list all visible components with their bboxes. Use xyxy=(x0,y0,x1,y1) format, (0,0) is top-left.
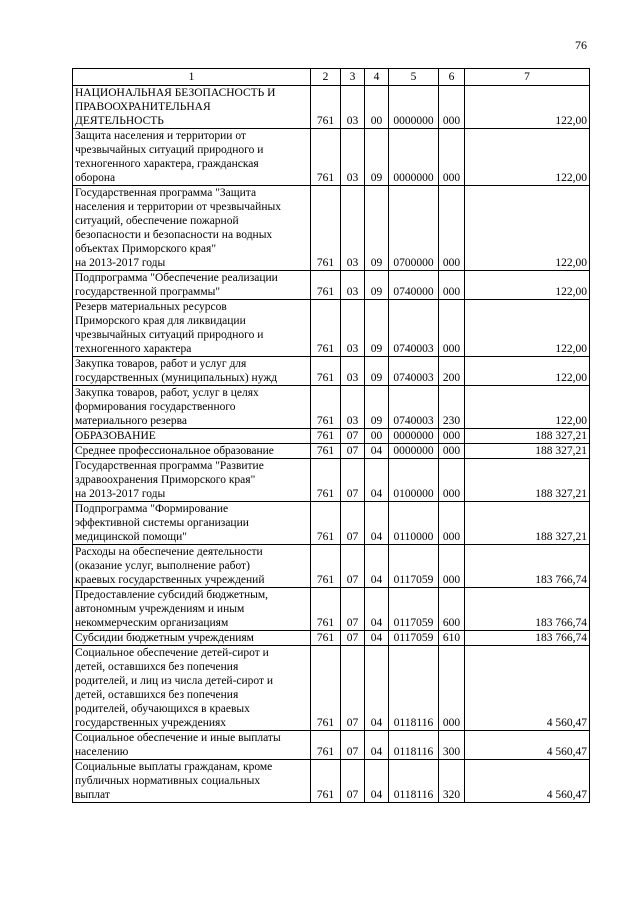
cell-amount: 122,00 xyxy=(465,357,590,386)
cell-code-2: 761 xyxy=(311,502,341,545)
cell-code-4: 04 xyxy=(365,588,389,631)
cell-code-6: 000 xyxy=(439,545,465,588)
cell-code-6: 230 xyxy=(439,386,465,429)
cell-code-5: 0117059 xyxy=(389,588,439,631)
column-header: 3 xyxy=(341,69,365,86)
cell-amount: 183 766,74 xyxy=(465,545,590,588)
cell-code-2: 761 xyxy=(311,86,341,129)
cell-code-3: 03 xyxy=(341,271,365,300)
cell-code-4: 04 xyxy=(365,731,389,760)
table-row xyxy=(73,186,590,271)
table-row xyxy=(73,588,590,631)
cell-code-5: 0700000 xyxy=(389,186,439,271)
cell-code-6: 000 xyxy=(439,646,465,731)
cell-code-4: 09 xyxy=(365,129,389,186)
row-name: Государственная программа "Защита населения и территории от чрезвычайных ситуаций, обеспечение пожарной безопасности и безопасности на водных объектах Приморского края" на 2013-2017 годы xyxy=(73,186,311,271)
cell-code-4: 04 xyxy=(365,502,389,545)
row-name: Закупка товаров, работ, услуг в целях формирования государственного материального резерва xyxy=(73,386,311,429)
cell-code-3: 07 xyxy=(341,545,365,588)
cell-code-2: 761 xyxy=(311,731,341,760)
cell-amount: 4 560,47 xyxy=(465,731,590,760)
cell-code-5: 0118116 xyxy=(389,731,439,760)
cell-code-5: 0740000 xyxy=(389,271,439,300)
cell-code-5: 0000000 xyxy=(389,86,439,129)
cell-code-3: 03 xyxy=(341,129,365,186)
cell-code-4: 09 xyxy=(365,300,389,357)
cell-code-5: 0110000 xyxy=(389,502,439,545)
cell-code-5: 0000000 xyxy=(389,129,439,186)
column-header: 5 xyxy=(389,69,439,86)
row-name: Предоставление субсидий бюджетным, автономным учреждениям и иным некоммерческим организациям xyxy=(73,588,311,631)
cell-code-6: 610 xyxy=(439,631,465,646)
cell-code-6: 000 xyxy=(439,300,465,357)
table-row xyxy=(73,731,590,760)
cell-code-4: 04 xyxy=(365,646,389,731)
cell-code-3: 07 xyxy=(341,459,365,502)
cell-amount: 122,00 xyxy=(465,129,590,186)
table-row xyxy=(73,429,590,444)
cell-amount: 122,00 xyxy=(465,300,590,357)
table-row xyxy=(73,271,590,300)
cell-code-3: 07 xyxy=(341,646,365,731)
cell-code-5: 0740003 xyxy=(389,386,439,429)
row-name: Субсидии бюджетным учреждениям xyxy=(73,631,311,646)
cell-code-3: 03 xyxy=(341,386,365,429)
column-header: 6 xyxy=(439,69,465,86)
cell-code-4: 09 xyxy=(365,186,389,271)
column-header: 1 xyxy=(73,69,311,86)
cell-code-6: 000 xyxy=(439,86,465,129)
row-name: Закупка товаров, работ и услуг для государственных (муниципальных) нужд xyxy=(73,357,311,386)
cell-code-2: 761 xyxy=(311,186,341,271)
cell-code-6: 000 xyxy=(439,129,465,186)
cell-code-3: 03 xyxy=(341,357,365,386)
cell-amount: 122,00 xyxy=(465,86,590,129)
cell-amount: 122,00 xyxy=(465,386,590,429)
table-row xyxy=(73,631,590,646)
cell-amount: 188 327,21 xyxy=(465,429,590,444)
cell-amount: 188 327,21 xyxy=(465,444,590,459)
cell-amount: 188 327,21 xyxy=(465,459,590,502)
cell-code-4: 09 xyxy=(365,271,389,300)
row-name: Подпрограмма "Обеспечение реализации государственной программы" xyxy=(73,271,311,300)
cell-amount: 122,00 xyxy=(465,186,590,271)
column-header: 4 xyxy=(365,69,389,86)
cell-code-2: 761 xyxy=(311,271,341,300)
cell-code-4: 00 xyxy=(365,429,389,444)
cell-code-4: 09 xyxy=(365,357,389,386)
cell-amount: 4 560,47 xyxy=(465,646,590,731)
table-row xyxy=(73,646,590,731)
column-header: 2 xyxy=(311,69,341,86)
cell-code-2: 761 xyxy=(311,300,341,357)
row-name: Расходы на обеспечение деятельности (оказание услуг, выполнение работ) краевых государственных учреждений xyxy=(73,545,311,588)
cell-code-6: 000 xyxy=(439,186,465,271)
row-name: Государственная программа "Развитие здравоохранения Приморского края" на 2013-2017 годы xyxy=(73,459,311,502)
row-name: Социальное обеспечение детей-сирот и детей, оставшихся без попечения родителей, и лиц из числа детей-сирот и детей, оставшихся без попечения родителей, обучающихся в краевых государственных учреждениях xyxy=(73,646,311,731)
cell-code-6: 320 xyxy=(439,760,465,803)
cell-code-6: 000 xyxy=(439,271,465,300)
cell-code-4: 04 xyxy=(365,459,389,502)
cell-code-2: 761 xyxy=(311,386,341,429)
cell-amount: 183 766,74 xyxy=(465,588,590,631)
cell-code-3: 07 xyxy=(341,731,365,760)
cell-code-2: 761 xyxy=(311,545,341,588)
cell-code-5: 0000000 xyxy=(389,429,439,444)
cell-code-3: 03 xyxy=(341,186,365,271)
table-row xyxy=(73,444,590,459)
cell-code-6: 000 xyxy=(439,429,465,444)
cell-code-4: 04 xyxy=(365,631,389,646)
cell-code-3: 03 xyxy=(341,86,365,129)
table-row xyxy=(73,357,590,386)
cell-amount: 183 766,74 xyxy=(465,631,590,646)
cell-code-3: 07 xyxy=(341,429,365,444)
cell-code-3: 03 xyxy=(341,300,365,357)
table-row xyxy=(73,760,590,803)
cell-code-2: 761 xyxy=(311,459,341,502)
row-name: ОБРАЗОВАНИЕ xyxy=(73,429,311,444)
cell-code-5: 0118116 xyxy=(389,760,439,803)
table-row xyxy=(73,545,590,588)
cell-code-5: 0117059 xyxy=(389,545,439,588)
row-name: НАЦИОНАЛЬНАЯ БЕЗОПАСНОСТЬ И ПРАВООХРАНИТЕЛЬНАЯ ДЕЯТЕЛЬНОСТЬ xyxy=(73,86,311,129)
row-name: Защита населения и территории от чрезвычайных ситуаций природного и техногенного характера, гражданская оборона xyxy=(73,129,311,186)
cell-code-3: 07 xyxy=(341,444,365,459)
table-row xyxy=(73,86,590,129)
cell-code-4: 04 xyxy=(365,545,389,588)
cell-code-5: 0000000 xyxy=(389,444,439,459)
cell-code-6: 000 xyxy=(439,502,465,545)
cell-code-6: 200 xyxy=(439,357,465,386)
budget-table xyxy=(72,68,590,803)
cell-code-4: 00 xyxy=(365,86,389,129)
cell-code-2: 761 xyxy=(311,631,341,646)
cell-code-2: 761 xyxy=(311,646,341,731)
cell-code-4: 04 xyxy=(365,444,389,459)
cell-code-3: 07 xyxy=(341,588,365,631)
cell-code-3: 07 xyxy=(341,502,365,545)
table-row xyxy=(73,300,590,357)
table-row xyxy=(73,129,590,186)
row-name: Резерв материальных ресурсов Приморского края для ликвидации чрезвычайных ситуаций природного и техногенного характера xyxy=(73,300,311,357)
cell-code-2: 761 xyxy=(311,588,341,631)
column-header: 7 xyxy=(465,69,590,86)
cell-code-5: 0118116 xyxy=(389,646,439,731)
cell-code-3: 07 xyxy=(341,631,365,646)
page-number: 76 xyxy=(575,38,587,52)
table-row xyxy=(73,459,590,502)
cell-code-2: 761 xyxy=(311,444,341,459)
table-row xyxy=(73,502,590,545)
cell-amount: 122,00 xyxy=(465,271,590,300)
cell-code-6: 300 xyxy=(439,731,465,760)
cell-code-6: 000 xyxy=(439,459,465,502)
row-name: Подпрограмма "Формирование эффективной системы организации медицинской помощи" xyxy=(73,502,311,545)
cell-code-2: 761 xyxy=(311,357,341,386)
cell-code-5: 0740003 xyxy=(389,300,439,357)
cell-code-5: 0100000 xyxy=(389,459,439,502)
cell-code-3: 07 xyxy=(341,760,365,803)
cell-code-4: 04 xyxy=(365,760,389,803)
cell-code-2: 761 xyxy=(311,129,341,186)
row-name: Среднее профессиональное образование xyxy=(73,444,311,459)
cell-code-5: 0117059 xyxy=(389,631,439,646)
cell-code-4: 09 xyxy=(365,386,389,429)
table-row xyxy=(73,386,590,429)
cell-code-2: 761 xyxy=(311,760,341,803)
cell-code-6: 600 xyxy=(439,588,465,631)
row-name: Социальное обеспечение и иные выплаты населению xyxy=(73,731,311,760)
cell-amount: 188 327,21 xyxy=(465,502,590,545)
cell-code-5: 0740003 xyxy=(389,357,439,386)
cell-code-6: 000 xyxy=(439,444,465,459)
header-row xyxy=(73,69,590,86)
cell-code-2: 761 xyxy=(311,429,341,444)
cell-amount: 4 560,47 xyxy=(465,760,590,803)
row-name: Социальные выплаты гражданам, кроме публичных нормативных социальных выплат xyxy=(73,760,311,803)
